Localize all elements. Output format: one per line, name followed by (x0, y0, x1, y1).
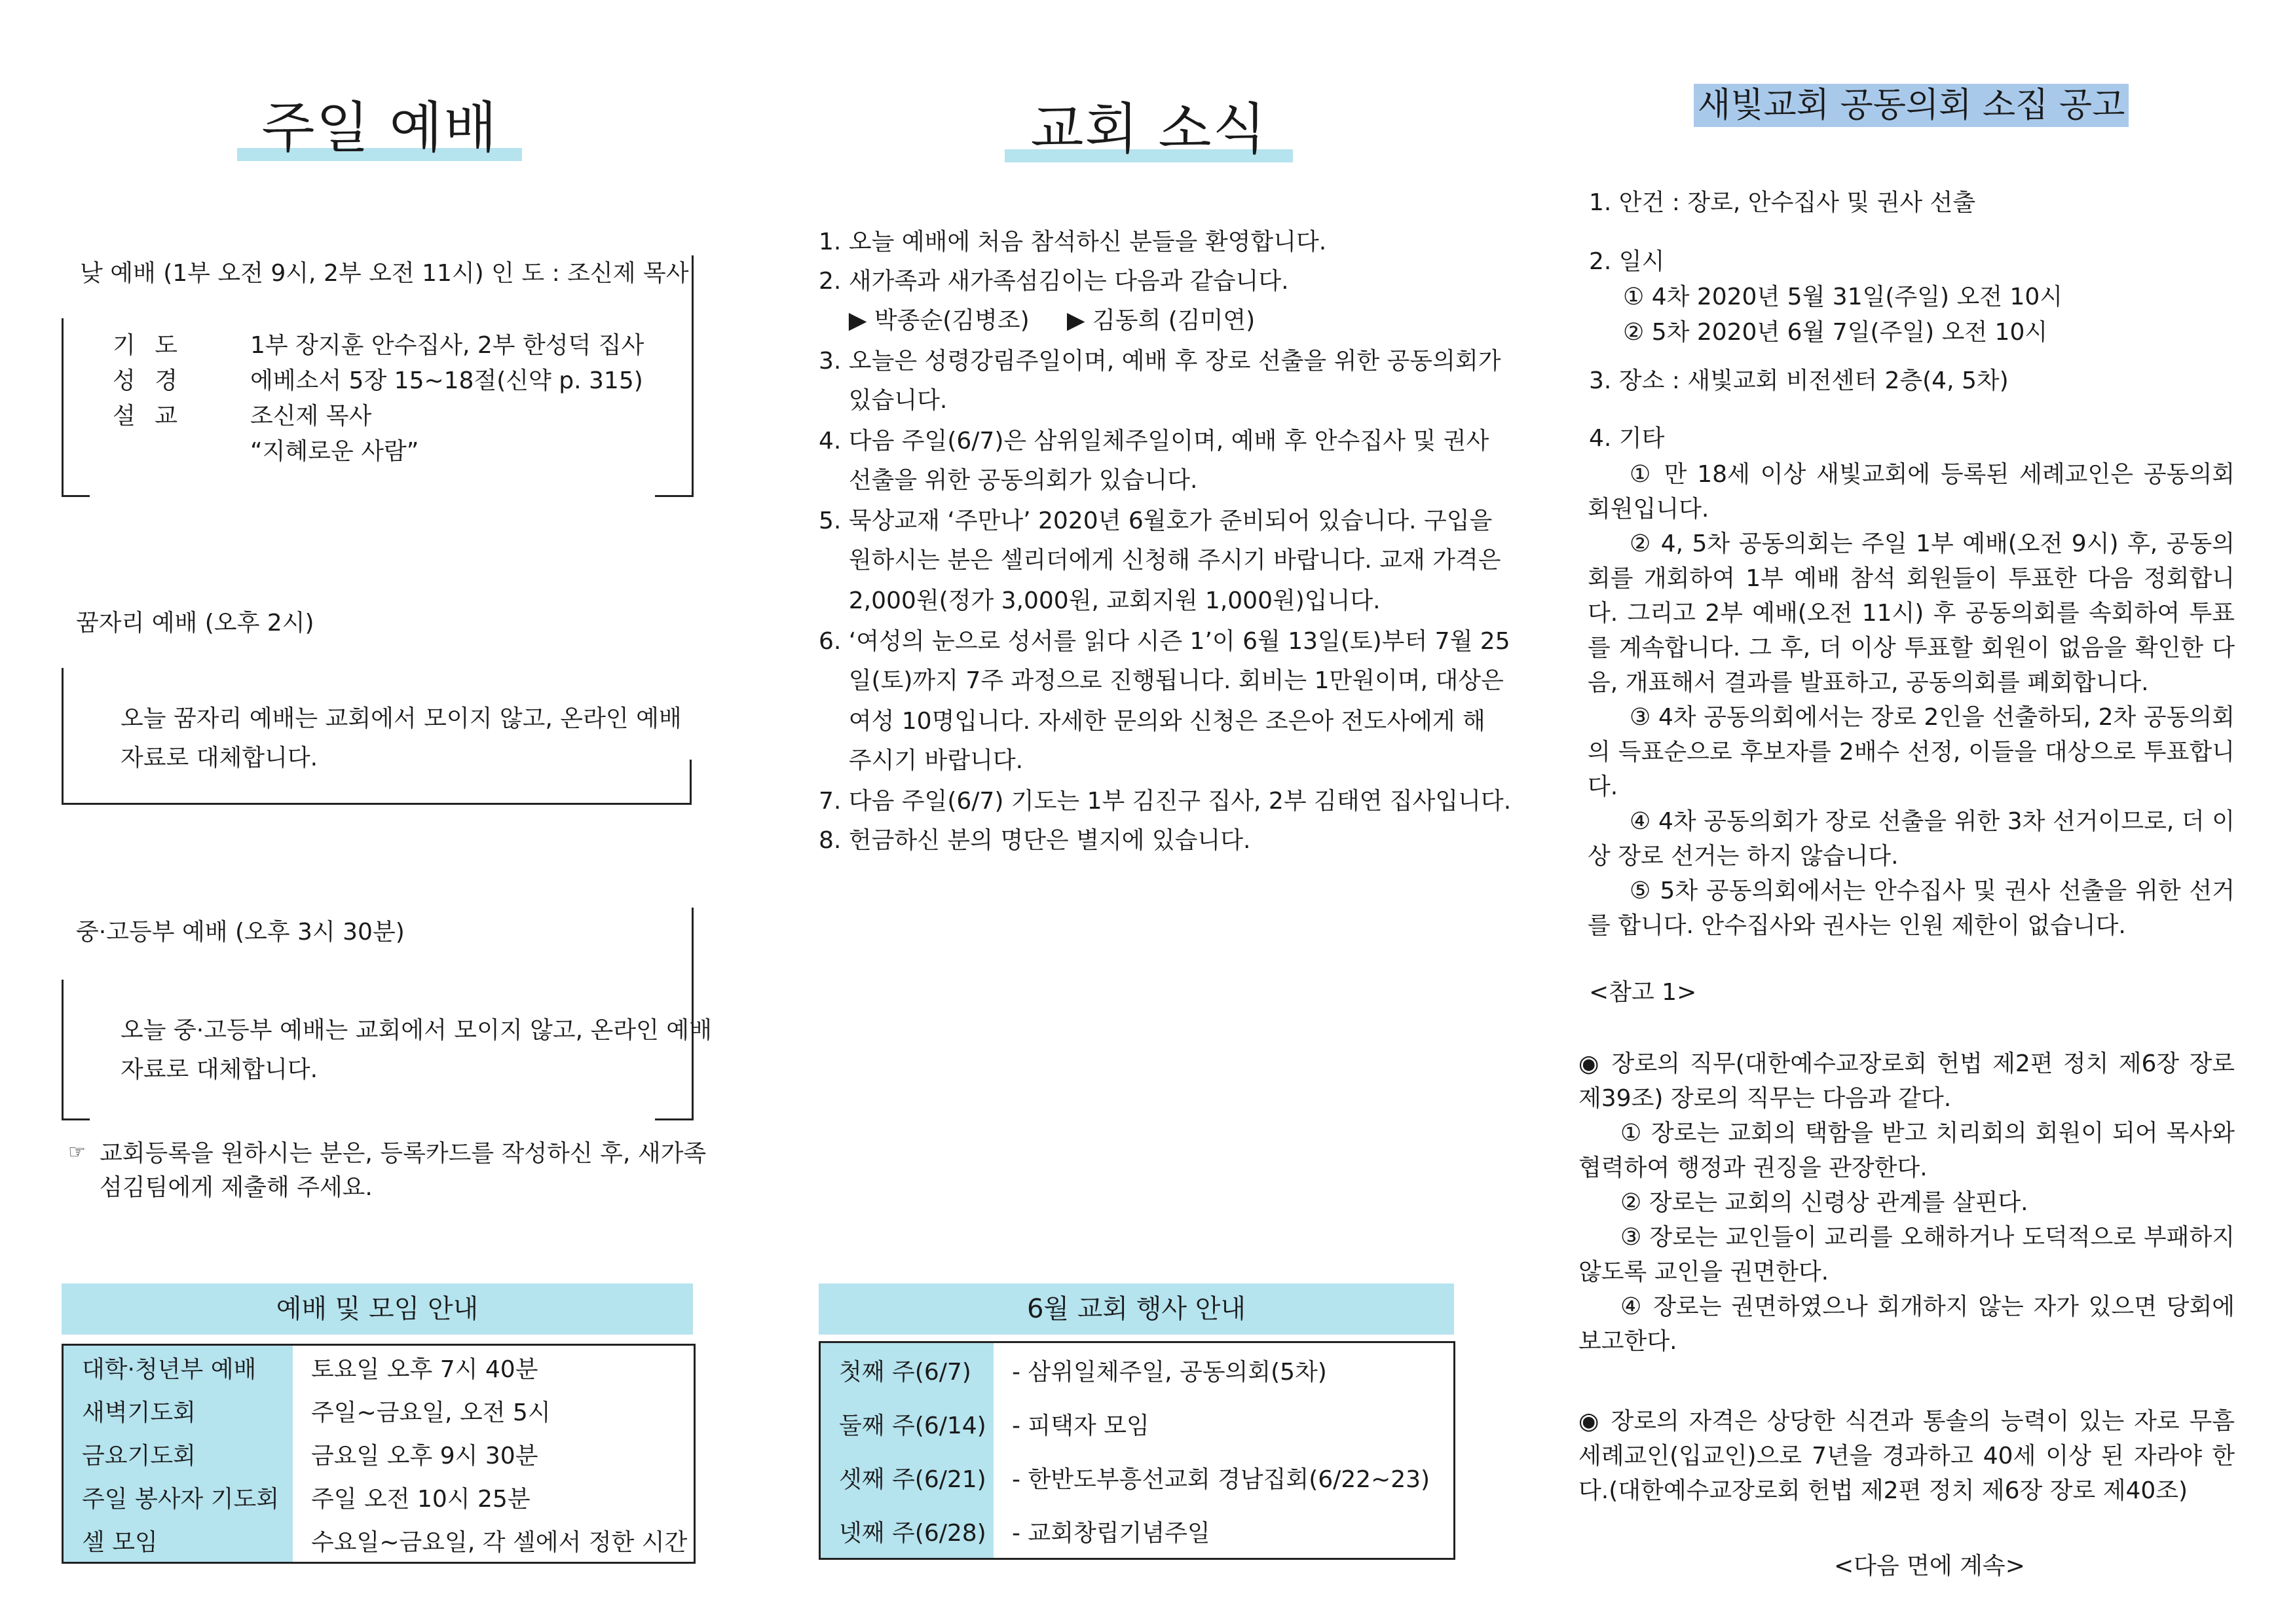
guide-time: 금요일 오후 9시 30분 (311, 1442, 538, 1469)
worship-guide-title: 예배 및 모임 안내 (62, 1283, 693, 1335)
etc-heading: 4. 기타 (1589, 425, 1665, 452)
event-week: 셋째 주(6/21) (820, 1450, 994, 1504)
elder-duty-heading: ◉ 장로의 직무(대한예수교장로회 헌법 제2편 정치 제6장 장로 제39조) 장로의 직무는 다음과 같다. (1578, 1050, 2235, 1112)
news-line-14: 주시기 바랍니다. (819, 747, 1024, 774)
place-line: 3. 장소 : 새빛교회 비전센터 2층(4, 5차) (1589, 367, 2009, 394)
youth-worship-line-2: 자료로 대체합니다. (121, 1056, 318, 1083)
guide-name: 대학·청년부 예배 (63, 1345, 293, 1390)
event-week: 넷째 주(6/28) (820, 1504, 994, 1559)
table-row (63, 1345, 695, 1390)
event-desc: - 한반도부흥선교회 경남집회(6/22~23) (1012, 1466, 1430, 1493)
table-row (63, 1432, 695, 1475)
guide-time: 주일~금요일, 오전 5시 (311, 1399, 551, 1426)
right-title: 새빛교회 공동의회 소집 공고 (1694, 84, 2129, 127)
etc-item-5: ⑤ 5차 공동의회에서는 안수집사 및 권사 선출을 위한 선거를 합니다. 안수집사와 권사는 인원 제한이 없습니다. (1588, 877, 2235, 939)
elder-duty-item-1: ① 장로는 교회의 택함을 받고 치리회의 회원이 되어 목사와 협력하여 행정과 권징을 관장한다. (1578, 1120, 2235, 1181)
news-line-7: 선출을 위한 공동의회가 있습니다. (819, 467, 1198, 494)
news-line-4: 3. 오늘은 성령강림주일이며, 예배 후 장로 선출을 위한 공동의회가 (819, 348, 1501, 375)
reference-heading: <참고 1> (1589, 979, 1697, 1006)
dream-worship-box-right (690, 760, 692, 805)
news-line-11: 6. ‘여성의 눈으로 성서를 읽다 시즌 1’이 6월 13일(토)부터 7월 25 (819, 628, 1510, 655)
day-worship-box-right (655, 255, 694, 497)
table-row (820, 1450, 1455, 1504)
news-line-9: 원하시는 분은 셀리더에게 신청해 주시기 바랍니다. 교재 가격은 (819, 547, 1501, 574)
day-worship-header: 낮 예배 (1부 오전 9시, 2부 오전 11시) 인 도 : 조신제 목사 (80, 260, 689, 287)
event-week: 둘째 주(6/14) (820, 1397, 994, 1450)
pointing-hand-icon: ☞ (68, 1141, 86, 1164)
day-worship-value-prayer: 1부 장지훈 안수집사, 2부 한성덕 집사 (250, 332, 644, 359)
date-line-1: ① 4차 2020년 5월 31일(주일) 오전 10시 (1623, 284, 2063, 310)
registration-note-line-2: 섬김팀에게 제출해 주세요. (100, 1174, 373, 1201)
guide-name: 주일 봉사자 기도회 (63, 1475, 293, 1519)
june-events-table (819, 1341, 1455, 1560)
news-line-12: 일(토)까지 7주 과정으로 진행됩니다. 회비는 1만원이며, 대상은 (819, 667, 1504, 694)
news-line-2: 2. 새가족과 새가족섬김이는 다음과 같습니다. (819, 268, 1289, 295)
news-line-6: 4. 다음 주일(6/7)은 삼위일체주일이며, 예배 후 안수집사 및 권사 (819, 428, 1489, 454)
day-worship-value-sermon: 조신제 목사 (250, 403, 372, 430)
table-row (63, 1475, 695, 1519)
guide-time: 수요일~금요일, 각 셀에서 정한 시간 (311, 1528, 688, 1556)
news-line-16: 8. 헌금하신 분의 명단은 별지에 있습니다. (819, 827, 1251, 854)
event-desc: - 삼위일체주일, 공동의회(5차) (1012, 1358, 1327, 1386)
dream-worship-box-left (62, 668, 90, 805)
day-worship-label-sermon: 설 교 (113, 403, 177, 430)
event-desc: - 교회창립기념주일 (1012, 1519, 1210, 1547)
news-line-5: 있습니다. (819, 387, 948, 414)
news-line-3: ▶ 박종순(김병조) ▶ 김동희 (김미연) (819, 307, 1256, 334)
june-events-title: 6월 교회 행사 안내 (819, 1283, 1454, 1335)
event-desc: - 피택자 모임 (1012, 1412, 1149, 1439)
etc-items (1588, 457, 2235, 943)
date-line-2: ② 5차 2020년 6월 7일(주일) 오전 10시 (1623, 319, 2048, 346)
worship-guide-table (62, 1344, 696, 1564)
left-title: 주일 예배 (261, 96, 498, 160)
day-worship-label-scripture: 성 경 (113, 367, 177, 394)
etc-item-1: ① 만 18세 이상 새빛교회에 등록된 세례교인은 공동의회 회원입니다. (1588, 461, 2235, 523)
day-worship-value-scripture: 에베소서 5장 15~18절(신약 p. 315) (250, 367, 643, 394)
table-row (63, 1519, 695, 1563)
news-line-8: 5. 묵상교재 ‘주만나’ 2020년 6월호가 준비되어 있습니다. 구입을 (819, 507, 1493, 534)
news-line-13: 여성 10명입니다. 자세한 문의와 신청은 조은아 전도사에게 해 (819, 708, 1485, 735)
middle-title: 교회 소식 (1030, 97, 1267, 161)
guide-name: 셀 모임 (63, 1519, 293, 1563)
table-row (63, 1389, 695, 1432)
elder-qualification (1578, 1404, 2235, 1508)
elder-duty-item-4: ④ 장로는 권면하였으나 회개하지 않는 자가 있으면 당회에 보고한다. (1578, 1293, 2235, 1355)
elder-qualification-text: ◉ 장로의 자격은 상당한 식견과 통솔의 능력이 있는 자로 무흠 세례교인(입교인)으로 7년을 경과하고 40세 이상 된 자라야 한다.(대한예수교장로회 헌법 제2편 정치 제6장 장로 제40조) (1578, 1408, 2235, 1504)
youth-worship-header: 중·고등부 예배 (오후 3시 30분) (76, 919, 405, 946)
event-week: 첫째 주(6/7) (820, 1342, 994, 1397)
table-row (820, 1397, 1455, 1450)
sermon-title: “지혜로운 사람” (250, 438, 419, 465)
guide-name: 새벽기도회 (63, 1389, 293, 1432)
etc-item-4: ④ 4차 공동의회가 장로 선출을 위한 3차 선거이므로, 더 이상 장로 선거는 하지 않습니다. (1588, 808, 2235, 870)
elder-duty-section (1578, 1046, 2235, 1359)
dream-worship-header: 꿈자리 예배 (오후 2시) (76, 610, 314, 637)
table-row (820, 1342, 1455, 1397)
dream-worship-line-2: 자료로 대체합니다. (121, 745, 318, 771)
table-row (820, 1504, 1455, 1559)
continued-note: <다음 면에 계속> (1834, 1553, 2025, 1579)
agenda-line: 1. 안건 : 장로, 안수집사 및 권사 선출 (1589, 189, 1976, 216)
date-heading: 2. 일시 (1589, 248, 1665, 275)
elder-duty-item-3: ③ 장로는 교인들이 교리를 오해하거나 도덕적으로 부패하지 않도록 교인을 권면한다. (1578, 1224, 2235, 1285)
youth-worship-line-1: 오늘 중·고등부 예배는 교회에서 모이지 않고, 온라인 예배 (121, 1017, 712, 1044)
news-line-1: 1. 오늘 예배에 처음 참석하신 분들을 환영합니다. (819, 229, 1327, 255)
etc-item-2: ② 4, 5차 공동의회는 주일 1부 예배(오전 9시) 후, 공동의회를 개회하여 1부 예배 참석 회원들이 투표한 다음 정회합니다. 그리고 2부 예배(오전 11시) 후 공동의회를 속회하여 투표를 계속합니다. 그 후, 더 이상 투표할 회원이 없음을 확인한 다음, 개표해서 결과를 발표하고, 공동의회를 폐회합니다. (1588, 530, 2235, 696)
youth-worship-box-left (62, 980, 90, 1120)
day-worship-label-prayer: 기 도 (113, 332, 177, 359)
news-line-10: 2,000원(정가 3,000원, 교회지원 1,000원)입니다. (819, 587, 1381, 614)
guide-name: 금요기도회 (63, 1432, 293, 1475)
day-worship-box-left (62, 318, 90, 497)
registration-note-line-1: 교회등록을 원하시는 분은, 등록카드를 작성하신 후, 새가족 (100, 1140, 707, 1167)
elder-duty-item-2: ② 장로는 교회의 신령상 관계를 살핀다. (1620, 1189, 2028, 1216)
dream-worship-line-1: 오늘 꿈자리 예배는 교회에서 모이지 않고, 온라인 예배 (121, 705, 682, 732)
dream-worship-box-bottom-fill (62, 803, 692, 805)
guide-time: 주일 오전 10시 25분 (311, 1485, 531, 1513)
guide-time: 토요일 오후 7시 40분 (311, 1356, 538, 1383)
news-line-15: 7. 다음 주일(6/7) 기도는 1부 김진구 집사, 2부 김태연 집사입니다. (819, 788, 1512, 815)
etc-item-3: ③ 4차 공동의회에서는 장로 2인을 선출하되, 2차 공동의회의 득표순으로 후보자를 2배수 선정, 이들을 대상으로 투표합니다. (1588, 704, 2235, 800)
